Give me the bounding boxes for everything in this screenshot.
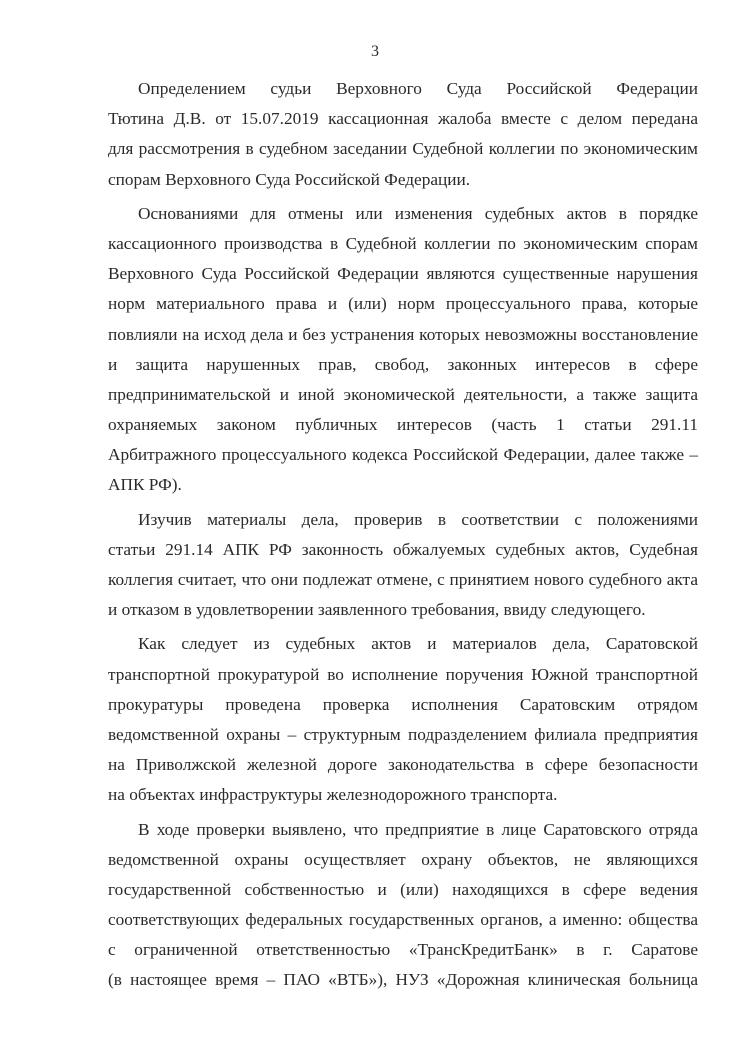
text-line: и отказом в удовлетворении заявленного требования, ввиду следующего. <box>108 600 646 620</box>
document-body <box>108 74 698 1000</box>
text-line: охраняемых законом публичных интересов (часть 1 статьи 291.11 <box>108 415 698 435</box>
text-line: Арбитражного процессуального кодекса Российской Федерации, далее также – <box>108 445 698 465</box>
text-line: (в настоящее время – ПАО «ВТБ»), НУЗ «Дорожная клиническая больница <box>108 970 698 990</box>
text-line: спорам Верховного Суда Российской Федерации. <box>108 169 471 189</box>
paragraph-grounds <box>108 199 698 501</box>
paragraph-transfer-decision <box>108 74 698 195</box>
text-line: ведомственной охраны – структурным подразделением филиала предприятия <box>108 724 698 744</box>
text-line: предпринимательской и иной экономической деятельности, а также защита <box>108 384 698 404</box>
text-line: ведомственной охраны осуществляет охрану объектов, не являющихся <box>108 849 698 869</box>
text-line: государственной собственностью и (или) находящихся в сфере ведения <box>108 879 698 899</box>
text-line: В ходе проверки выявлено, что предприятие в лице Саратовского отряда <box>138 819 698 839</box>
text-line: повлияли на исход дела и без устранения которых невозможны восстановление <box>108 324 698 344</box>
text-line: на объектах инфраструктуры железнодорожного транспорта. <box>108 785 558 805</box>
text-line: кассационного производства в Судебной коллегии по экономическим спорам <box>108 233 698 253</box>
text-line: Как следует из судебных актов и материалов дела, Саратовской <box>138 634 698 654</box>
text-line: коллегия считает, что они подлежат отмене, с принятием нового судебного акта <box>108 570 698 589</box>
text-line: норм материального права и (или) норм процессуального права, которые <box>108 294 698 314</box>
text-line: соответствующих федеральных государственных органов, а именно: общества <box>108 910 698 930</box>
text-line: с ограниченной ответственностью «ТрансКредитБанк» в г. Саратове <box>108 940 698 960</box>
text-line: АПК РФ). <box>108 475 182 495</box>
text-line: Основаниями для отмены или изменения судебных актов в порядке <box>138 203 698 223</box>
paragraph-inspection-findings <box>108 815 698 996</box>
text-line: транспортной прокуратурой во исполнение поручения Южной транспортной <box>108 664 698 684</box>
text-line: Определением судьи Верховного Суда Российской Федерации <box>138 79 698 98</box>
text-line: Верховного Суда Российской Федерации являются существенные нарушения <box>108 264 698 284</box>
text-line: на Приволжской железной дороге законодательства в сфере безопасности <box>108 755 698 775</box>
paragraph-review <box>108 505 698 626</box>
text-line: статьи 291.14 АПК РФ законность обжалуемых судебных актов, Судебная <box>108 539 698 559</box>
text-line: для рассмотрения в судебном заседании Судебной коллегии по экономическим <box>108 139 698 159</box>
page-number: 3 <box>371 43 379 60</box>
text-line: Изучив материалы дела, проверив в соответствии с положениями <box>138 509 698 529</box>
text-line: и защита нарушенных прав, свобод, законных интересов в сфере <box>108 354 698 374</box>
text-line: Тютина Д.В. от 15.07.2019 кассационная жалоба вместе с делом передана <box>108 109 698 129</box>
text-line: прокуратуры проведена проверка исполнения Саратовским отрядом <box>108 694 698 714</box>
paragraph-case-facts <box>108 629 698 810</box>
